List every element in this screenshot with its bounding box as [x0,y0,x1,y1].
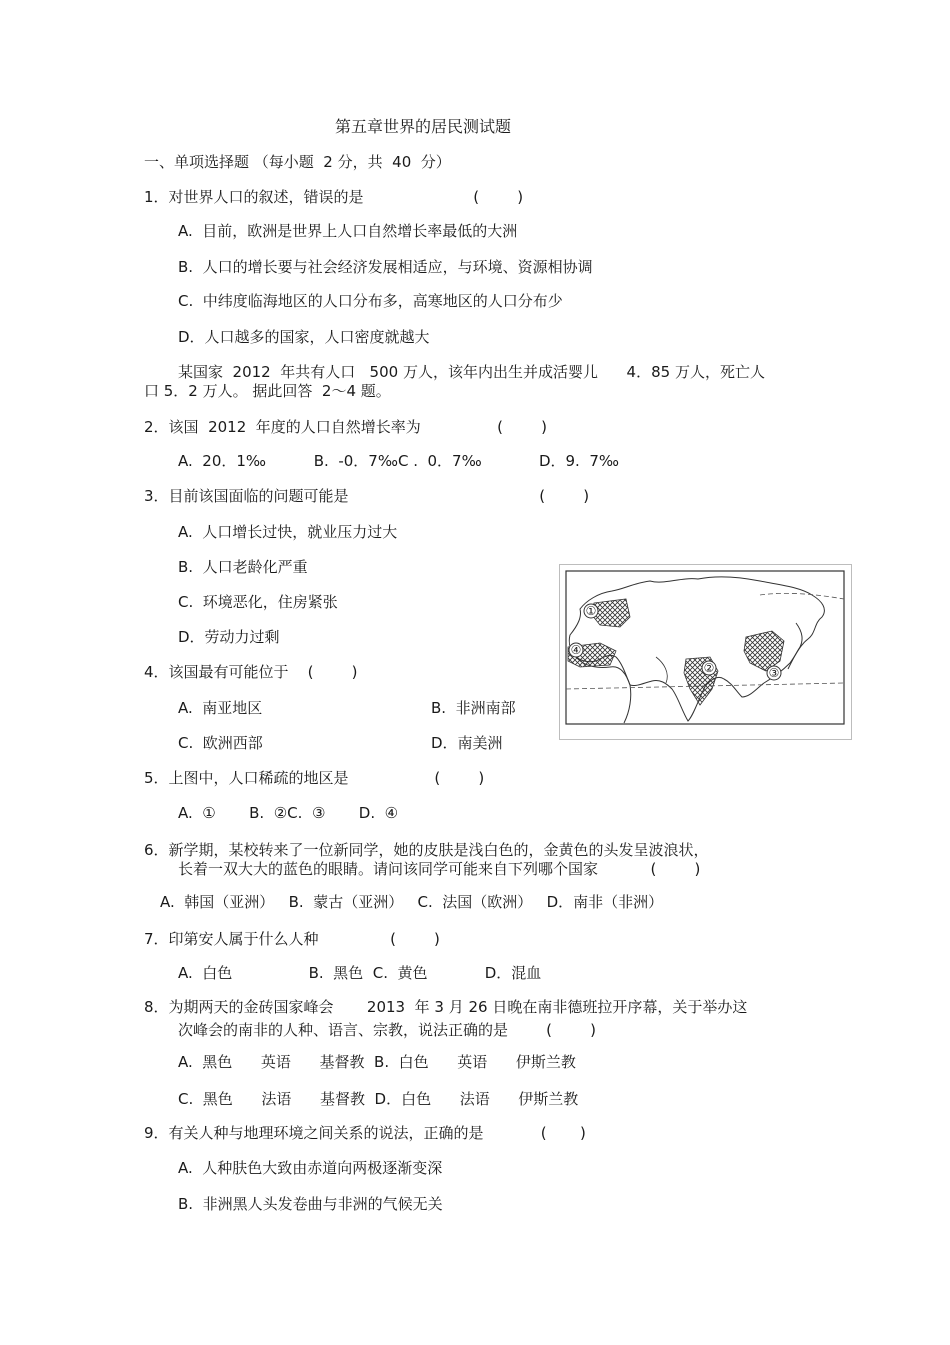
question-8-line-1: 8．为期两天的金砖国家峰会 2013 年 3 月 26 日晚在南非德班拉开序幕，关于举办这 [144,998,748,1016]
section-heading: 一、单项选择题 （每小题 2 分，共 40 分） [144,153,451,171]
question-4-option-d: D．南美洲 [431,734,503,752]
world-map-illustration [560,565,851,739]
question-3-option-a: A. 人口增长过快，就业压力过大 [178,523,398,541]
map-marker-label-4: ④ [570,643,582,657]
population-map-figure [559,564,852,740]
passage-line-1: 某国家 2012 年共有人口 500 万人，该年内出生并成活婴儿 4．85 万人，死亡人 [178,363,765,381]
question-8-line-2: 次峰会的南非的人种、语言、宗教，说法正确的是 ( ) [178,1021,596,1039]
question-9-option-b: B. 非洲黑人头发卷曲与非洲的气候无关 [178,1195,443,1213]
question-6-line-2: 长着一双大大的蓝色的眼睛。请问该同学可能来自下列哪个国家 ( ) [178,860,701,878]
question-4-option-c: C. 欧洲西部 [178,734,263,752]
question-4-option-b: B. 非洲南部 [431,699,516,717]
question-7-options: A. 白色 B. 黑色 C. 黄色 D．混血 [178,964,542,982]
question-5-options: A. ① B. ②C. ③ D. ④ [178,804,399,822]
question-2-options: A. 20．1‰ B. -0．7‰C . 0．7‰ D．9. 7‰ [178,452,620,470]
map-marker-label-3: ③ [768,666,780,680]
question-5-stem: 5．上图中，人口稀疏的地区是 ( ) [144,769,485,787]
question-1-option-b: B. 人口的增长要与社会经济发展相适应，与环境、资源相协调 [178,258,593,276]
question-9-option-a: A. 人种肤色大致由赤道向两极逐渐变深 [178,1159,443,1177]
page-title: 第五章世界的居民测试题 [335,117,512,136]
question-1-stem: 1．对世界人口的叙述，错误的是 ( ) [144,188,524,206]
question-3-option-d: D．劳动力过剩 [178,628,280,646]
question-4-stem: 4．该国最有可能位于 ( ) [144,663,358,681]
question-8-options-cd: C. 黑色 法语 基督教 D．白色 法语 伊斯兰教 [178,1090,579,1108]
question-3-option-c: C. 环境恶化，住房紧张 [178,593,338,611]
question-3-option-b: B. 人口老龄化严重 [178,558,308,576]
question-1-option-a: A. 目前，欧洲是世界上人口自然增长率最低的大洲 [178,222,518,240]
question-9-stem: 9．有关人种与地理环境之间关系的说法，正确的是 ( ) [144,1124,586,1142]
question-1-option-c: C. 中纬度临海地区的人口分布多，高寒地区的人口分布少 [178,292,563,310]
map-marker-label-1: ① [585,604,597,618]
passage-line-2: 口 5．2 万人。 据此回答 2～4 题。 [144,382,391,400]
map-marker-label-2: ② [703,661,715,675]
question-4-option-a: A. 南亚地区 [178,699,263,717]
question-6-line-1: 6．新学期，某校转来了一位新同学，她的皮肤是浅白色的，金黄色的头发呈波浪状， [144,841,709,859]
question-6-options: A. 韩国（亚洲） B. 蒙古（亚洲） C. 法国（欧洲） D．南非（非洲） [160,893,664,911]
question-7-stem: 7．印第安人属于什么人种 ( ) [144,930,440,948]
question-2-stem: 2．该国 2012 年度的人口自然增长率为 ( ) [144,418,547,436]
question-3-stem: 3．目前该国面临的问题可能是 ( ) [144,487,590,505]
question-1-option-d: D．人口越多的国家，人口密度就越大 [178,328,430,346]
question-8-options-ab: A. 黑色 英语 基督教 B. 白色 英语 伊斯兰教 [178,1053,576,1071]
